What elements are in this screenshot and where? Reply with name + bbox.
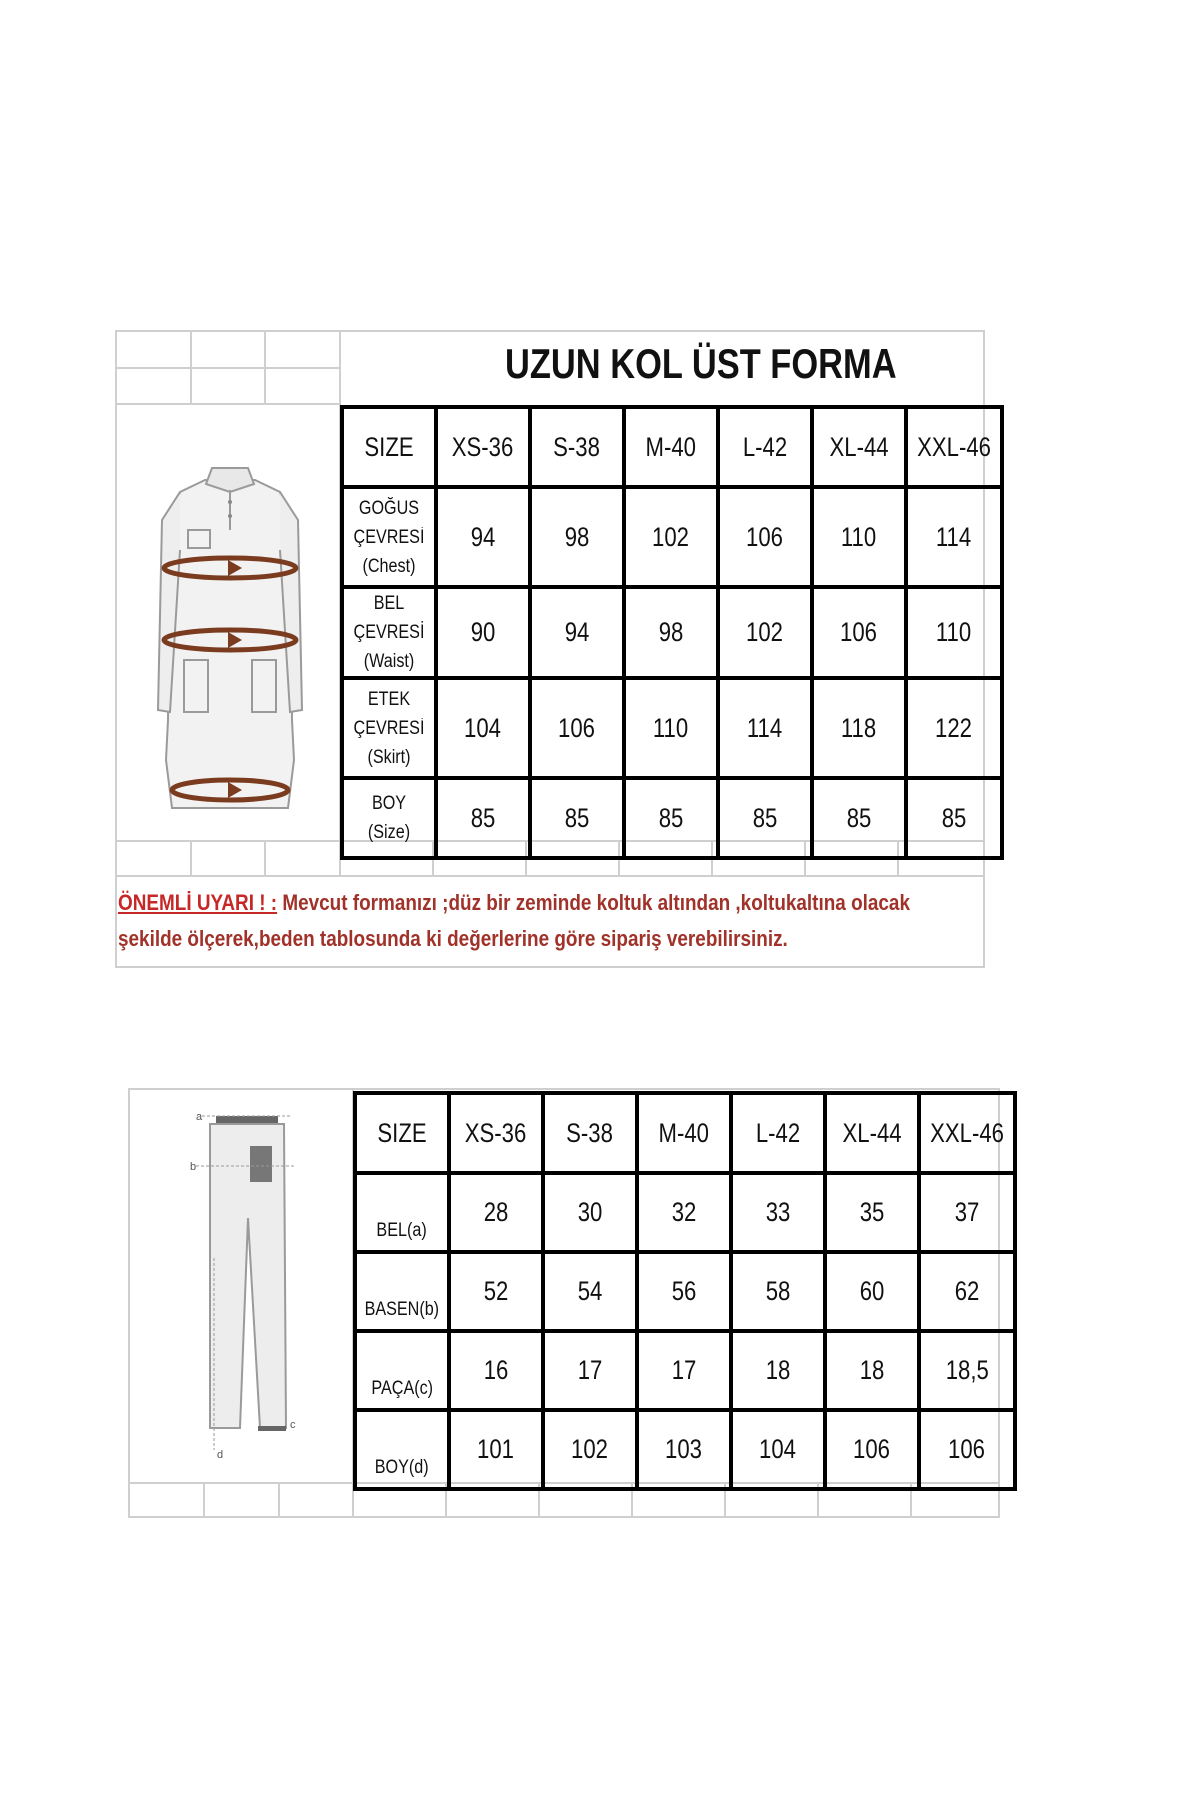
warning-text: Mevcut formanızı ;düz bir zeminde koltuk altından ,koltukaltına olacak şekilde ölçerek,beden tablosunda ki değerlerine göre sipariş verebilirsiniz.	[118, 890, 910, 951]
diagram-letter: d	[217, 1449, 224, 1461]
diagram-letter: a	[196, 1111, 203, 1123]
diagram-letter: c	[290, 1419, 296, 1431]
value-cell: 114	[906, 487, 1002, 587]
table-header-row	[355, 1093, 1015, 1173]
value-cell: 106	[812, 587, 906, 678]
grid-line	[264, 840, 266, 875]
row-label: ETEK ÇEVRESİ (Skirt)	[342, 678, 436, 778]
top-size-table	[340, 405, 1004, 860]
header-cell: S-38	[530, 407, 624, 487]
value-cell: 104	[436, 678, 530, 778]
table-row	[342, 678, 1002, 778]
value-cell: 35	[825, 1173, 919, 1252]
header-cell: L-42	[731, 1093, 825, 1173]
header-cell: S-38	[543, 1093, 637, 1173]
header-cell: XS-36	[449, 1093, 543, 1173]
value-cell: 106	[825, 1410, 919, 1489]
value-cell: 102	[543, 1410, 637, 1489]
value-cell: 85	[812, 778, 906, 858]
value-cell: 110	[812, 487, 906, 587]
value-cell: 33	[731, 1173, 825, 1252]
value-cell: 32	[637, 1173, 731, 1252]
value-cell: 102	[718, 587, 812, 678]
value-cell: 37	[919, 1173, 1015, 1252]
row-label: BOY(d)	[355, 1410, 449, 1489]
bottom-size-table	[353, 1091, 1017, 1491]
tunic-illustration	[150, 460, 310, 820]
header-cell: M-40	[624, 407, 718, 487]
header-cell: XXL-46	[919, 1093, 1015, 1173]
value-cell: 60	[825, 1252, 919, 1331]
value-cell: 56	[637, 1252, 731, 1331]
value-cell: 106	[530, 678, 624, 778]
table-row	[342, 487, 1002, 587]
header-cell: L-42	[718, 407, 812, 487]
value-cell: 85	[624, 778, 718, 858]
header-cell: XXL-46	[906, 407, 1002, 487]
value-cell: 17	[637, 1331, 731, 1410]
header-cell: M-40	[637, 1093, 731, 1173]
header-cell: SIZE	[342, 407, 436, 487]
value-cell: 118	[812, 678, 906, 778]
value-cell: 54	[543, 1252, 637, 1331]
value-cell: 102	[624, 487, 718, 587]
value-cell: 18	[731, 1331, 825, 1410]
value-cell: 58	[731, 1252, 825, 1331]
table-row	[355, 1410, 1015, 1489]
value-cell: 90	[436, 587, 530, 678]
grid-line	[190, 330, 192, 403]
value-cell: 110	[906, 587, 1002, 678]
grid-line	[190, 840, 192, 875]
row-label: PAÇA(c)	[355, 1331, 449, 1410]
value-cell: 85	[906, 778, 1002, 858]
value-cell: 17	[543, 1331, 637, 1410]
table-row	[342, 587, 1002, 678]
value-cell: 94	[530, 587, 624, 678]
value-cell: 106	[718, 487, 812, 587]
row-label: BASEN(b)	[355, 1252, 449, 1331]
value-cell: 52	[449, 1252, 543, 1331]
value-cell: 110	[624, 678, 718, 778]
important-warning	[118, 885, 978, 957]
grid-line	[115, 367, 340, 369]
value-cell: 98	[624, 587, 718, 678]
value-cell: 18	[825, 1331, 919, 1410]
value-cell: 98	[530, 487, 624, 587]
value-cell: 30	[543, 1173, 637, 1252]
header-cell: XS-36	[436, 407, 530, 487]
table-header-row	[342, 407, 1002, 487]
value-cell: 85	[436, 778, 530, 858]
grid-line	[203, 1482, 205, 1518]
page-title: UZUN KOL ÜST FORMA	[505, 340, 897, 387]
header-cell: XL-44	[812, 407, 906, 487]
value-cell: 101	[449, 1410, 543, 1489]
value-cell: 85	[718, 778, 812, 858]
value-cell: 114	[718, 678, 812, 778]
row-label: BEL ÇEVRESİ (Waist)	[342, 587, 436, 678]
value-cell: 62	[919, 1252, 1015, 1331]
value-cell: 122	[906, 678, 1002, 778]
row-label: BEL(a)	[355, 1173, 449, 1252]
row-label: BOY (Size)	[342, 778, 436, 858]
table-row	[342, 778, 1002, 858]
value-cell: 28	[449, 1173, 543, 1252]
row-label: GOĞUS ÇEVRESİ (Chest)	[342, 487, 436, 587]
warning-label: ÖNEMLİ UYARI ! :	[118, 890, 278, 915]
grid-line	[115, 875, 985, 877]
table-row	[355, 1331, 1015, 1410]
grid-line	[278, 1482, 280, 1518]
value-cell: 104	[731, 1410, 825, 1489]
value-cell: 85	[530, 778, 624, 858]
grid-line	[115, 403, 340, 405]
value-cell: 103	[637, 1410, 731, 1489]
value-cell: 94	[436, 487, 530, 587]
value-cell: 106	[919, 1410, 1015, 1489]
header-cell: SIZE	[355, 1093, 449, 1173]
trousers-illustration	[180, 1108, 310, 1468]
value-cell: 18,5	[919, 1331, 1015, 1410]
value-cell: 16	[449, 1331, 543, 1410]
table-row	[355, 1173, 1015, 1252]
diagram-letter: b	[190, 1161, 197, 1173]
table-row	[355, 1252, 1015, 1331]
grid-line	[264, 330, 266, 403]
header-cell: XL-44	[825, 1093, 919, 1173]
